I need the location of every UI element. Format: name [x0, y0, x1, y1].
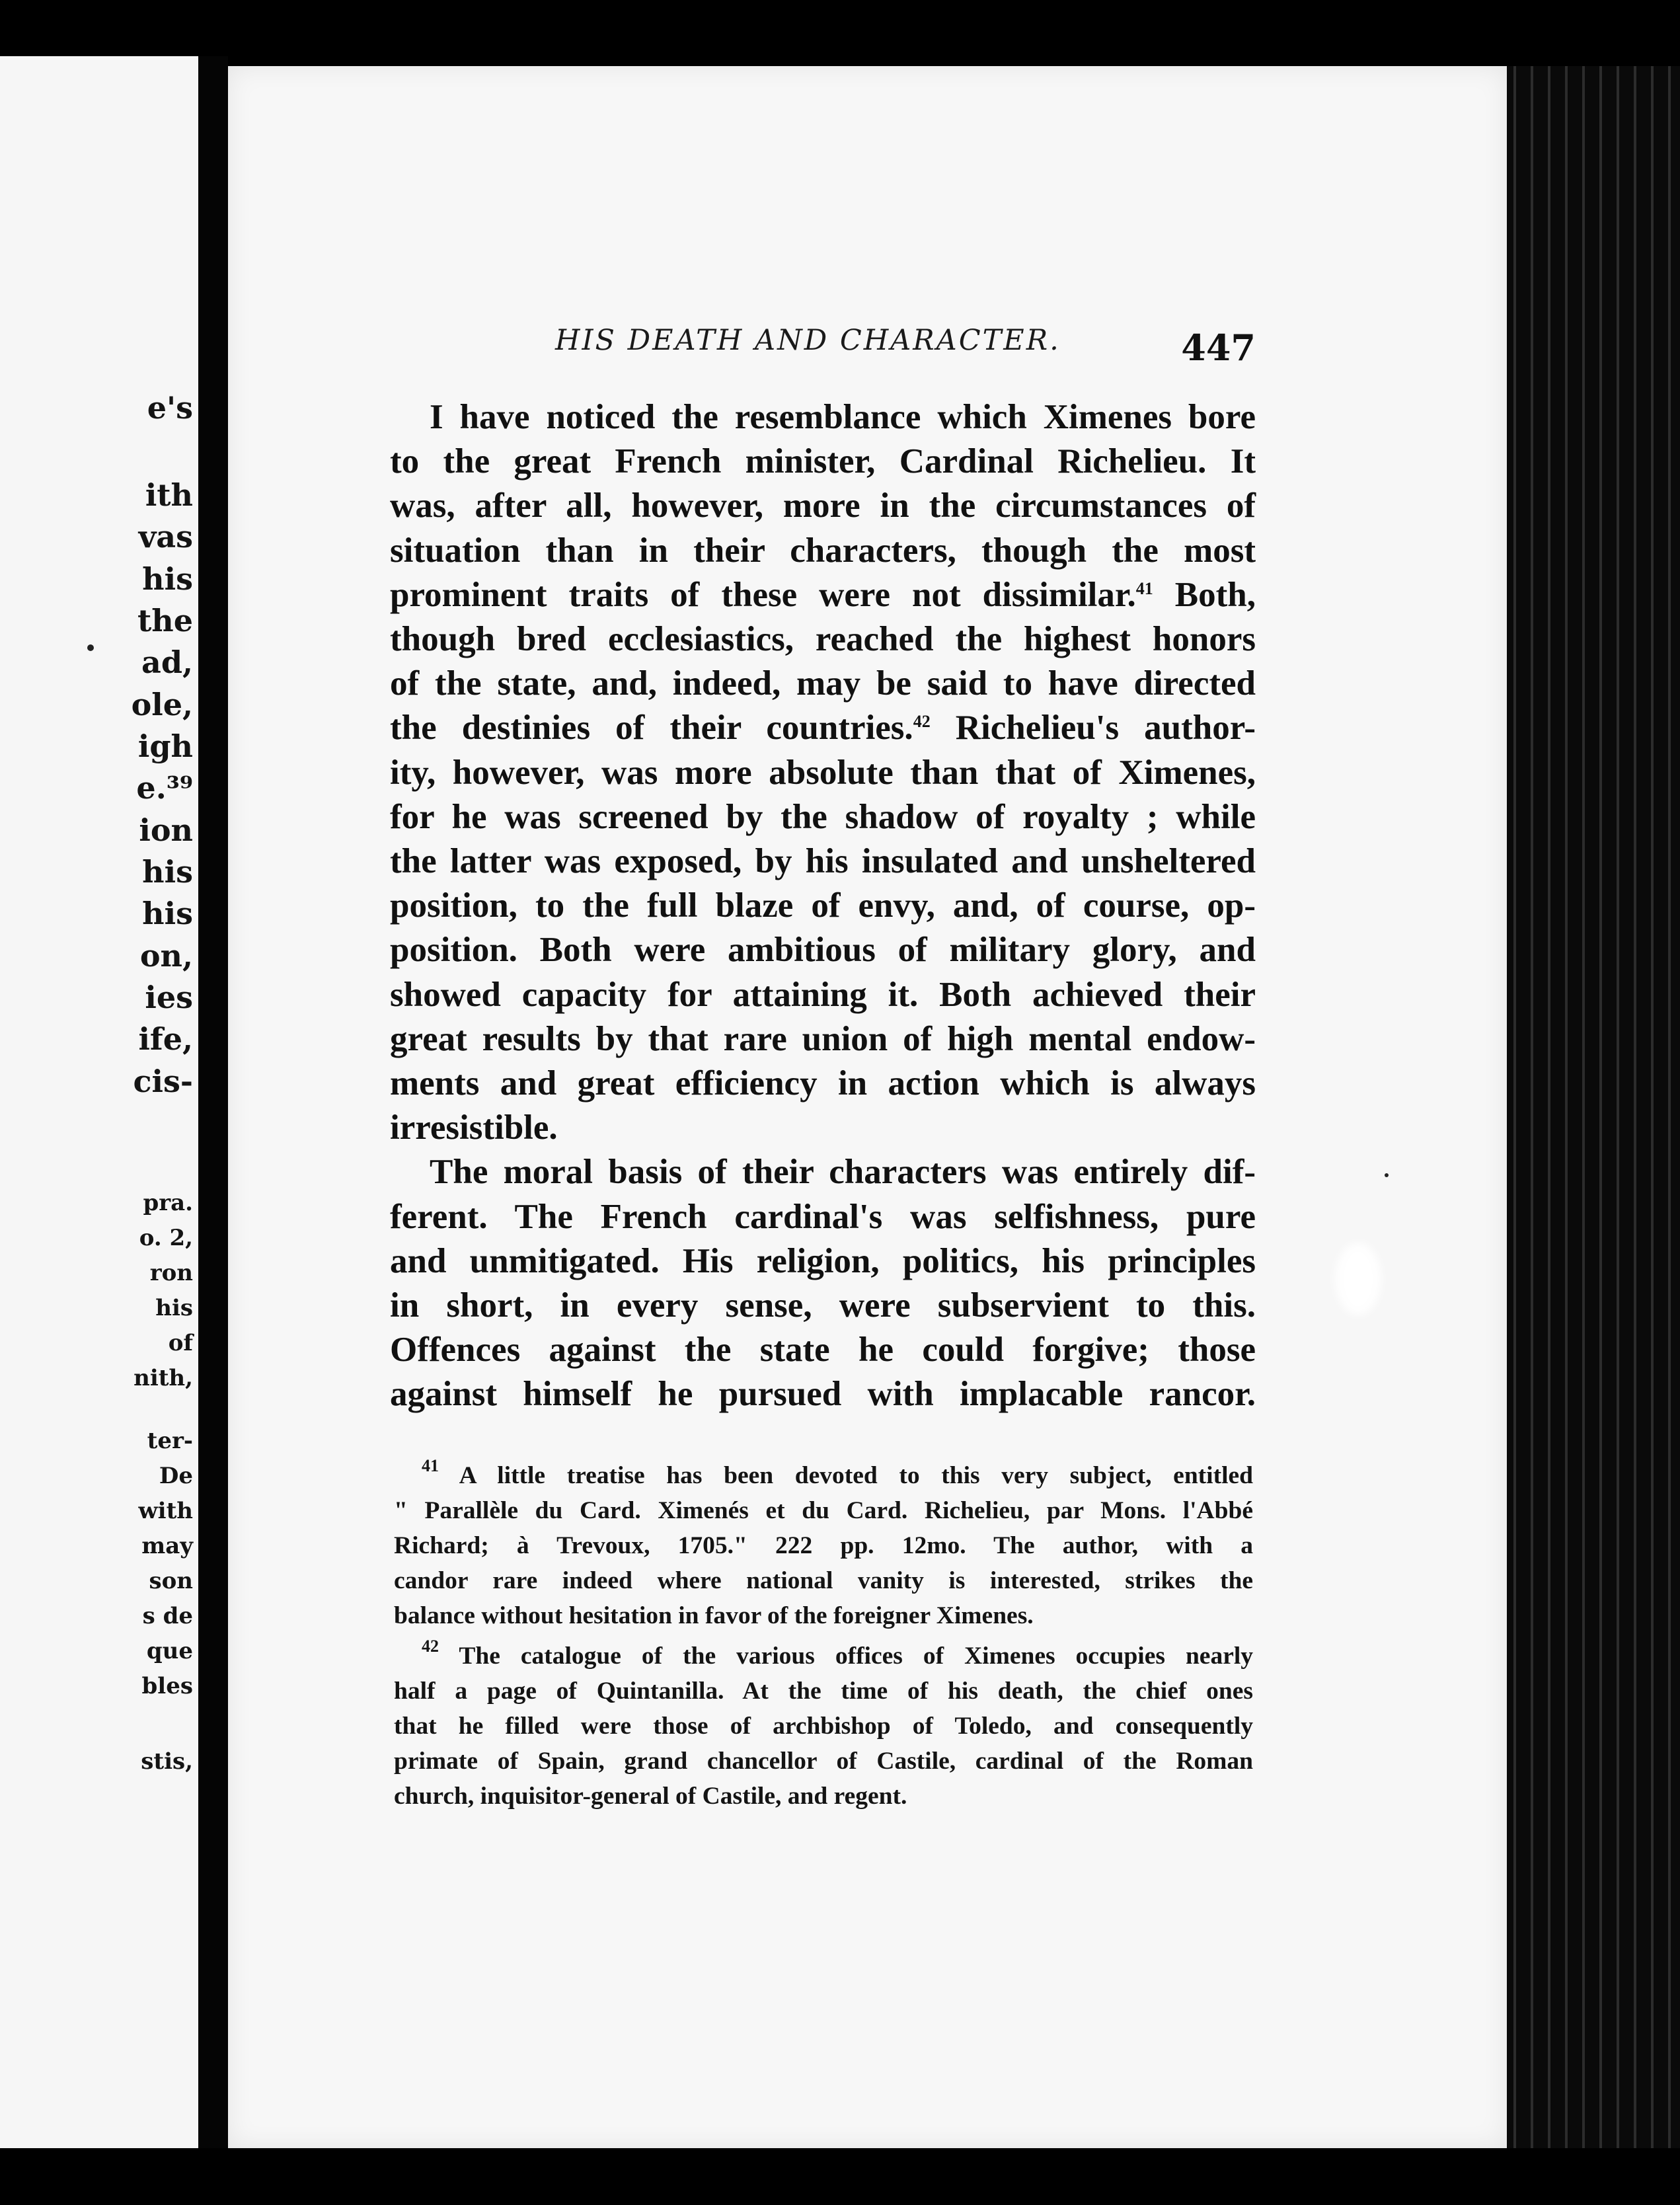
- facing-note-line: nith,: [134, 1365, 193, 1391]
- facing-line: his: [142, 854, 193, 890]
- speck: [87, 644, 94, 651]
- page-number: 447: [1181, 327, 1256, 369]
- footnote-line: [394, 1458, 1253, 1493]
- text-line: [390, 706, 1256, 750]
- facing-line: on,: [139, 938, 193, 974]
- text-line: irresistible.: [390, 1108, 558, 1147]
- facing-line: ies: [145, 980, 193, 1015]
- book-gutter: [198, 56, 228, 2148]
- text-line: I have noticed the resemblance which Ximenes bore: [430, 398, 1256, 436]
- facing-note-line: son: [149, 1568, 193, 1594]
- footnote-line: [394, 1639, 1253, 1674]
- line-part: the destinies of their countries.: [390, 709, 913, 748]
- text-line: great results by that rare union of high mental endow-: [390, 1019, 1256, 1058]
- footnote-line: half a page of Quintanilla. At the time of his death, the chief ones: [394, 1678, 1253, 1705]
- text-line: ity, however, was more absolute than that of Ximenes,: [390, 753, 1256, 792]
- footnote-line: balance without hesitation in favor of the foreigner Ximenes.: [394, 1602, 1034, 1629]
- text-line: situation than in their characters, though the most: [390, 531, 1256, 570]
- facing-note-line: que: [146, 1638, 193, 1664]
- footnote-text: A little treatise has been devoted to this very subject, entitled: [459, 1462, 1253, 1489]
- text-line: though bred ecclesiastics, reached the highest honors: [390, 620, 1256, 659]
- facing-line: ole,: [131, 687, 193, 722]
- text-line: was, after all, however, more in the circumstances of: [390, 486, 1256, 525]
- text-line: showed capacity for attaining it. Both achieved their: [390, 975, 1256, 1014]
- line-part: Both,: [1174, 575, 1256, 614]
- text-line: against himself he pursued with implacable rancor.: [390, 1375, 1256, 1414]
- footnote-line: Richard; à Trevoux, 1705." 222 pp. 12mo. The author, with a: [394, 1532, 1253, 1559]
- body-text: [390, 395, 1256, 1417]
- facing-note-line: with: [138, 1498, 193, 1524]
- note-ref-41: 41: [1135, 578, 1153, 598]
- text-line: for he was screened by the shadow of royalty ; while: [390, 797, 1256, 836]
- facing-note-line: o. 2,: [139, 1225, 193, 1251]
- text-line: ferent. The French cardinal's was selfishness, pure: [390, 1197, 1256, 1236]
- text-line: position. Both were ambitious of military glory, and: [390, 931, 1256, 970]
- footnote-line: that he filled were those of archbishop of Toledo, and consequently: [394, 1713, 1253, 1740]
- text-line: and unmitigated. His religion, politics, his principles: [390, 1241, 1256, 1280]
- facing-page: [0, 56, 198, 2148]
- facing-line: ith: [145, 477, 193, 513]
- facing-line: e.³⁹: [136, 770, 193, 806]
- line-part: Richelieu's author-: [955, 709, 1256, 748]
- text-line: of the state, and, indeed, may be said to have directed: [390, 664, 1256, 703]
- facing-note-line: pra.: [143, 1190, 193, 1216]
- text-line: ments and great efficiency in action which is always: [390, 1064, 1256, 1103]
- running-head: HIS DEATH AND CHARACTER.: [555, 324, 1061, 357]
- facing-line: his: [142, 896, 193, 931]
- facing-line: the: [137, 603, 193, 638]
- facing-note-line: his: [155, 1295, 193, 1321]
- facing-line: ife,: [138, 1021, 193, 1057]
- page-smudge: [1335, 1243, 1381, 1315]
- facing-line: ad,: [141, 644, 193, 680]
- facing-note-line: De: [159, 1463, 193, 1489]
- footnote-line: candor rare indeed where national vanity is interested, strikes the: [394, 1567, 1253, 1594]
- speck: [1385, 1173, 1389, 1177]
- facing-note-line: ter-: [147, 1428, 193, 1454]
- footnote-line: " Parallèle du Card. Ximenés et du Card. Richelieu, par Mons. l'Abbé: [394, 1497, 1253, 1524]
- facing-note-line: s de: [142, 1603, 193, 1629]
- facing-note-line: stis,: [141, 1748, 193, 1775]
- footnote-line: church, inquisitor-general of Castile, and regent.: [394, 1783, 907, 1810]
- footnote-line: primate of Spain, grand chancellor of Castile, cardinal of the Roman: [394, 1748, 1253, 1775]
- facing-line: his: [142, 561, 193, 597]
- text-line: in short, in every sense, were subservient to this.: [390, 1286, 1256, 1325]
- page-header: [555, 324, 1256, 377]
- footnote-marker-42: 42: [422, 1637, 439, 1656]
- line-part: prominent traits of these were not dissimilar.: [390, 575, 1136, 614]
- facing-note-line: may: [141, 1533, 193, 1559]
- facing-line: ion: [139, 812, 193, 848]
- footnotes: [394, 1458, 1253, 1814]
- facing-note-line: ron: [149, 1260, 193, 1286]
- facing-page-text: [0, 56, 198, 2148]
- page-edges: [1507, 66, 1680, 2148]
- footnote-text: The catalogue of the various offices of Ximenes occupies nearly: [459, 1643, 1254, 1670]
- text-line: to the great French minister, Cardinal Richelieu. It: [390, 442, 1256, 481]
- footnote-marker-41: 41: [422, 1456, 439, 1475]
- text-line: position, to the full blaze of envy, and, of course, op-: [390, 886, 1256, 925]
- facing-note-line: bles: [141, 1673, 193, 1699]
- text-line: The moral basis of their characters was entirely dif-: [430, 1153, 1256, 1192]
- note-ref-42: 42: [913, 712, 931, 732]
- facing-line: e's: [147, 390, 193, 426]
- facing-line: igh: [137, 728, 193, 764]
- text-line: [390, 573, 1256, 617]
- facing-note-line: of: [168, 1330, 193, 1356]
- text-line: Offences against the state he could forgive; those: [390, 1331, 1256, 1370]
- text-line: the latter was exposed, by his insulated and unsheltered: [390, 842, 1256, 881]
- facing-line: cis-: [133, 1064, 193, 1099]
- facing-line: vas: [138, 519, 193, 555]
